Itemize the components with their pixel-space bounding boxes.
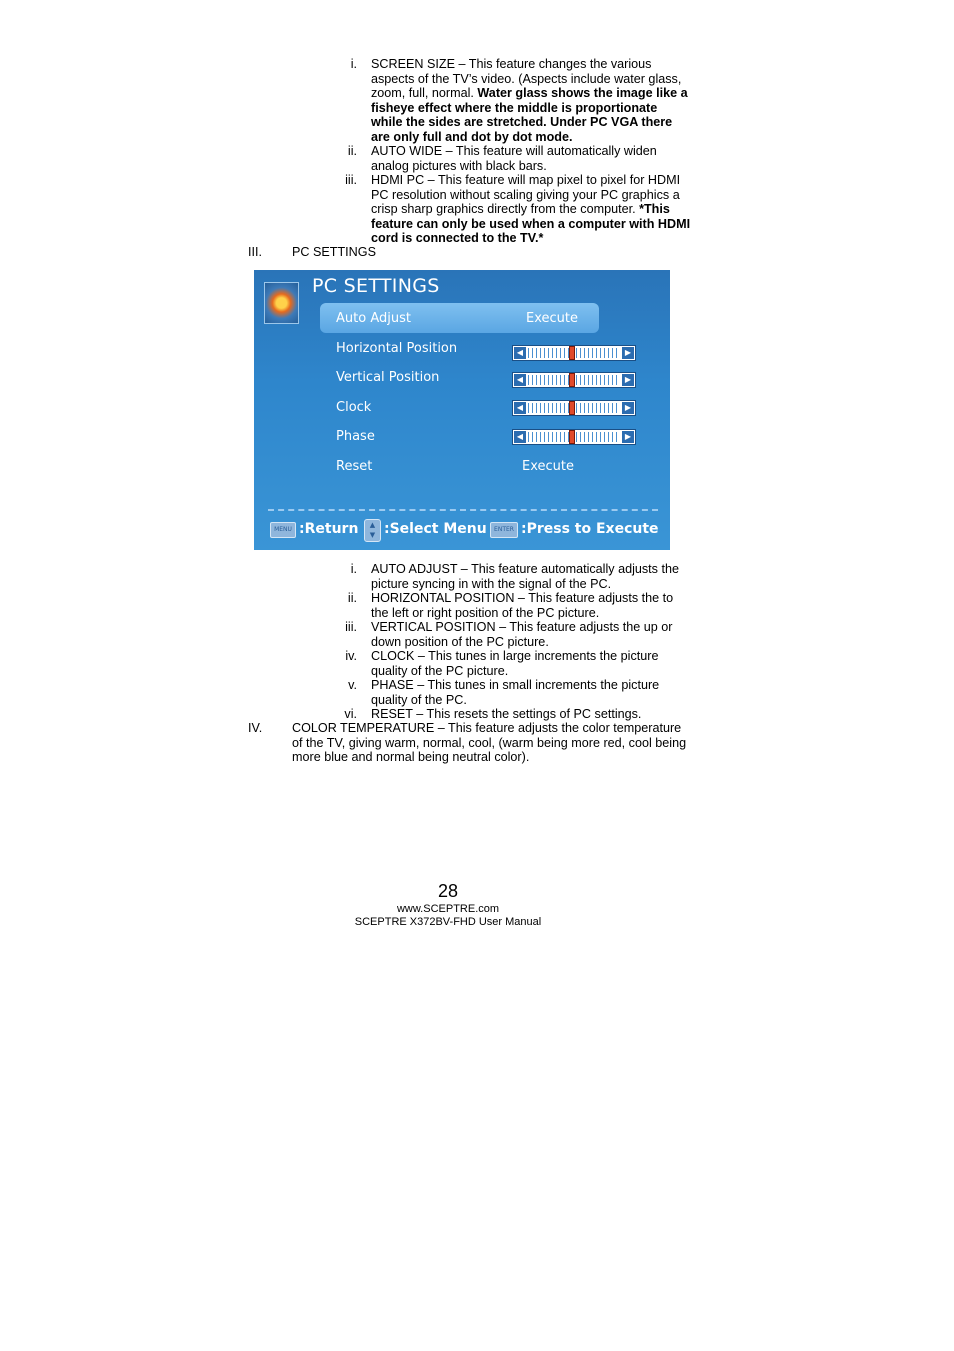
list-number: iv. xyxy=(345,649,357,663)
left-arrow-icon[interactable]: ◀ xyxy=(514,374,526,386)
auto-wide-desc: AUTO WIDE – This feature will automatically widen analog pictures with black bars. xyxy=(371,144,657,173)
right-arrow-icon[interactable]: ▶ xyxy=(622,402,634,414)
section-number: IV. xyxy=(248,721,263,735)
osd-item-phase[interactable]: Phase xyxy=(336,429,375,444)
osd-item-auto-adjust[interactable]: Auto Adjust xyxy=(336,311,411,326)
horizontal-position-desc: HORIZONTAL POSITION – This feature adjusts the to the left or right position of the PC picture. xyxy=(371,591,674,620)
osd-item-vertical-position[interactable]: Vertical Position xyxy=(336,370,440,385)
phase-slider[interactable] xyxy=(512,429,636,445)
auto-adjust-desc: AUTO ADJUST – This feature automatically adjusts the picture syncing in with the signal of the PC. xyxy=(371,562,679,591)
footer-manual-title: SCEPTRE X372BV-FHD User Manual xyxy=(354,916,542,928)
footer-return: :Return xyxy=(299,521,359,537)
clock-desc: CLOCK – This tunes in large increments the picture quality of the PC picture. xyxy=(371,649,659,678)
menu-key-icon: MENU xyxy=(270,522,296,538)
slider-knob[interactable] xyxy=(569,373,575,387)
section-title: PC SETTINGS xyxy=(292,245,376,259)
right-arrow-icon[interactable]: ▶ xyxy=(622,374,634,386)
footer-url: www.SCEPTRE.com xyxy=(396,903,500,915)
slider-knob[interactable] xyxy=(569,430,575,444)
osd-item-clock[interactable]: Clock xyxy=(336,400,372,415)
color-temperature-desc: COLOR TEMPERATURE – This feature adjusts the color temperature of the TV, giving warm, normal, cool, (warm being more red, cool being more blue and normal being neutral color). xyxy=(292,721,687,764)
clock-slider[interactable] xyxy=(512,400,636,416)
reset-desc: RESET – This resets the settings of PC settings. xyxy=(371,707,642,721)
slider-knob[interactable] xyxy=(569,401,575,415)
left-arrow-icon[interactable]: ◀ xyxy=(514,431,526,443)
footer-select-menu: :Select Menu xyxy=(384,521,487,537)
osd-item-horizontal-position[interactable]: Horizontal Position xyxy=(336,341,458,356)
list-number: v. xyxy=(348,678,357,692)
left-arrow-icon[interactable]: ◀ xyxy=(514,347,526,359)
osd-item-reset[interactable]: Reset xyxy=(336,459,373,474)
phase-desc: PHASE – This tunes in small increments the picture quality of the PC. xyxy=(371,678,660,707)
auto-adjust-value[interactable]: Execute xyxy=(526,311,578,326)
list-number: iii. xyxy=(345,173,357,187)
divider xyxy=(268,509,658,511)
page-number: 28 xyxy=(437,881,459,901)
enter-key-icon: ENTER xyxy=(490,522,518,538)
pc-settings-osd xyxy=(254,270,670,550)
footer-press-execute: :Press to Execute xyxy=(521,521,659,537)
hdmi-pc-desc: HDMI PC – This feature will map pixel to pixel for HDMI PC resolution without scaling giving your PC graphics a crisp sharp graphics directly from the computer. *This feature can only be used when a computer with HDMI cord is connected to the TV.* xyxy=(371,173,691,245)
right-arrow-icon[interactable]: ▶ xyxy=(622,347,634,359)
horizontal-position-slider[interactable] xyxy=(512,345,636,361)
vertical-position-desc: VERTICAL POSITION – This feature adjusts the up or down position of the PC picture. xyxy=(371,620,673,649)
list-number: i. xyxy=(350,562,357,576)
screen-size-desc: SCREEN SIZE – This feature changes the various aspects of the TV’s video. (Aspects include water glass, zoom, full, normal. Water glass shows the image like a fisheye effect where the middle is proportionate while the sides are stretched. Under PC VGA there are only full and dot by dot mode. xyxy=(371,57,688,144)
menu-icon xyxy=(264,282,299,324)
list-number: vi. xyxy=(344,707,357,721)
slider-knob[interactable] xyxy=(569,346,575,360)
list-number: ii. xyxy=(347,591,357,605)
vertical-position-slider[interactable] xyxy=(512,372,636,388)
up-down-icon: ▲ ▼ xyxy=(364,519,381,542)
list-number: iii. xyxy=(345,620,357,634)
right-arrow-icon[interactable]: ▶ xyxy=(622,431,634,443)
list-number: ii. xyxy=(347,144,357,158)
reset-value[interactable]: Execute xyxy=(522,459,574,474)
list-number: i. xyxy=(350,57,357,71)
section-number: III. xyxy=(248,245,262,259)
osd-title: PC SETTINGS xyxy=(312,275,440,297)
left-arrow-icon[interactable]: ◀ xyxy=(514,402,526,414)
